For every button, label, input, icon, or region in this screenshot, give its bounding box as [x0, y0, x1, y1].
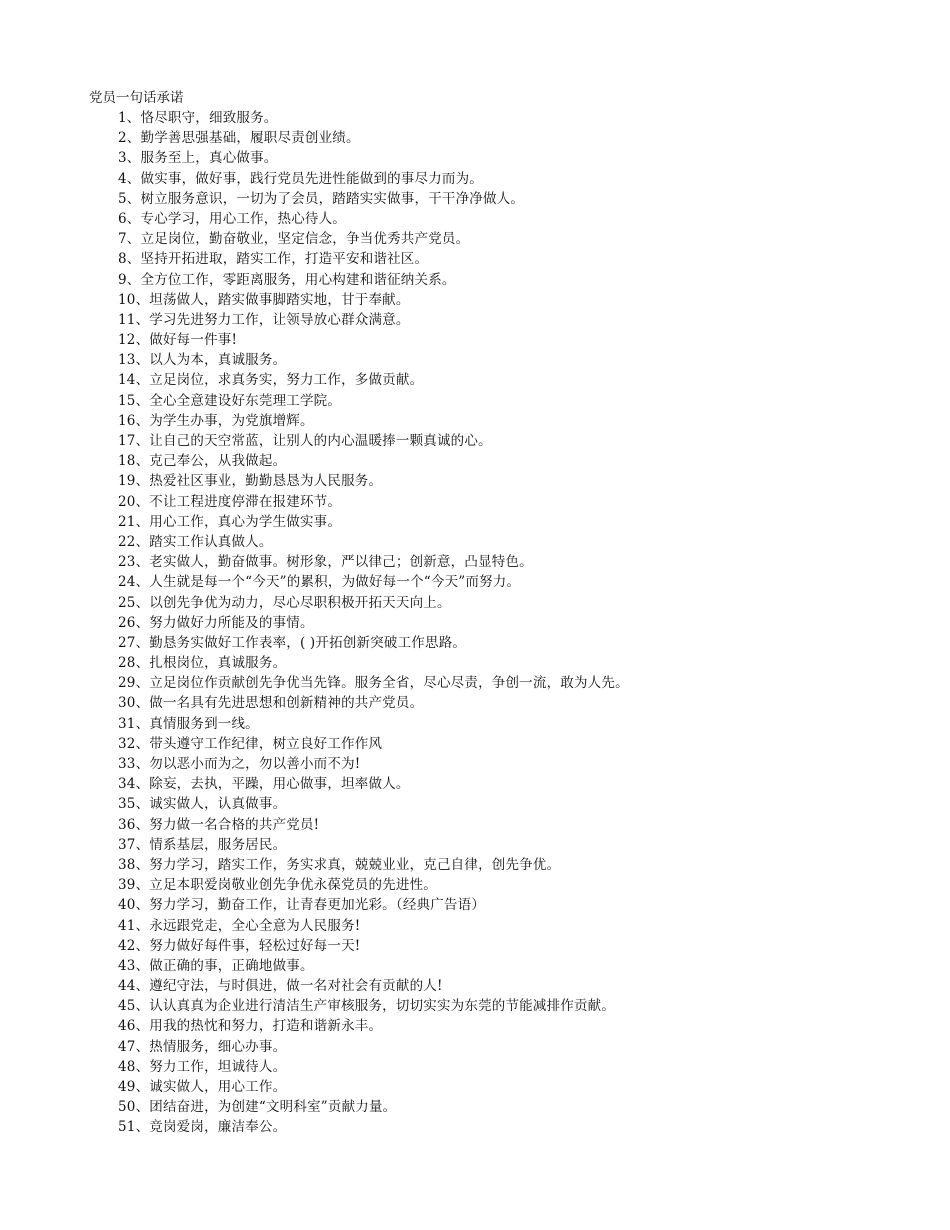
list-item: 41、永远跟党走，全心全意为人民服务! [118, 917, 361, 934]
list-item: 6、专心学习，用心工作，热心待人。 [118, 210, 346, 227]
list-item: 48、努力工作，坦诚待人。 [118, 1058, 287, 1075]
list-item: 43、做正确的事，正确地做事。 [118, 957, 314, 974]
list-item: 46、用我的热忱和努力，打造和谐新永丰。 [118, 1018, 383, 1035]
list-item: 21、用心工作，真心为学生做实事。 [118, 513, 342, 530]
list-item: 51、竞岗爱岗，廉洁奉公。 [118, 1119, 287, 1136]
commitment-list [118, 108, 629, 1138]
list-item: 17、让自己的天空常蓝，让别人的内心温暖捧一颗真诚的心。 [118, 433, 492, 449]
list-item: 7、立足岗位，勤奋敬业，坚定信念，争当优秀共产党员。 [118, 231, 470, 248]
list-item: 38、努力学习，踏实工作，务实求真，兢兢业业，克己自律，创先争优。 [118, 856, 561, 873]
list-item: 28、扎根岗位，真诚服务。 [118, 655, 287, 672]
list-item: 30、做一名具有先进思想和创新精神的共产党员。 [118, 695, 424, 712]
list-item: 22、踏实工作认真做人。 [118, 533, 273, 550]
list-item: 12、做好每一件事! [118, 332, 238, 349]
list-item: 47、热情服务，细心办事。 [118, 1038, 287, 1055]
list-item: 35、诚实做人，认真做事。 [118, 796, 287, 813]
list-item: 24、人生就是每一个“今天”的累积，为做好每一个“今天”而努力。 [118, 574, 521, 591]
list-item: 31、真情服务到一线。 [118, 715, 259, 732]
list-item: 44、遵纪守法，与时俱进，做一名对社会有贡献的人! [118, 978, 443, 995]
list-item: 9、全方位工作，零距离服务，用心构建和谐征纳关系。 [118, 271, 456, 288]
list-item: 13、以人为本，真诚服务。 [118, 352, 287, 369]
list-item: 16、为学生办事，为党旗增辉。 [118, 412, 314, 429]
list-item: 18、克己奉公，从我做起。 [118, 453, 287, 470]
list-item: 2、勤学善思强基础，履职尽责创业绩。 [118, 130, 360, 147]
list-item: 3、服务至上，真心做事。 [118, 150, 278, 167]
list-item: 34、除妄，去执，平躁，用心做事，坦率做人。 [118, 776, 410, 793]
list-item: 29、立足岗位作贡献创先争优当先锋。服务全省，尽心尽责，争创一流，敢为人先。 [118, 675, 629, 692]
list-item: 4、做实事，做好事，践行党员先进性能做到的事尽力而为。 [118, 170, 483, 187]
list-item: 10、坦荡做人，踏实做事脚踏实地，甘于奉献。 [118, 291, 410, 308]
list-item: 45、认认真真为企业进行清洁生产审核服务，切切实实为东莞的节能减排作贡献。 [118, 998, 616, 1015]
list-item: 15、全心全意建设好东莞理工学院。 [118, 392, 342, 409]
list-item: 42、努力做好每件事，轻松过好每一天! [118, 937, 361, 954]
list-item: 1、恪尽职守，细致服务。 [118, 110, 278, 126]
list-item: 19、热爱社区事业，勤勤恳恳为人民服务。 [118, 473, 383, 490]
list-item: 32、带头遵守工作纪律，树立良好工作作风 [118, 735, 383, 752]
list-item: 14、立足岗位，求真务实，努力工作，多做贡献。 [118, 372, 424, 389]
list-item: 36、努力做一名合格的共产党员! [118, 816, 320, 833]
list-item: 5、树立服务意识，一切为了会员，踏踏实实做事，干干净净做人。 [118, 190, 525, 207]
list-item: 23、老实做人，勤奋做事。树形象，严以律己；创新意，凸显特色。 [118, 554, 533, 571]
list-item: 26、努力做好力所能及的事情。 [118, 614, 314, 631]
list-item: 50、团结奋进，为创建“文明科室”贡献力量。 [118, 1099, 397, 1116]
list-item: 20、不让工程进度停滞在报建环节。 [118, 493, 342, 510]
list-item: 27、勤恳务实做好工作表率，( )开拓创新突破工作思路。 [118, 634, 467, 651]
list-item: 25、以创先争优为动力，尽心尽职积极开拓天天向上。 [118, 594, 451, 611]
list-item: 8、坚持开拓进取，踏实工作，打造平安和谐社区。 [118, 251, 429, 268]
list-item: 11、学习先进努力工作，让领导放心群众满意。 [118, 311, 410, 328]
list-item: 40、努力学习，勤奋工作，让青春更加光彩。（经典广告语） [118, 897, 486, 914]
list-item: 39、立足本职爱岗敬业创先争优永葆党员的先进性。 [118, 877, 437, 894]
list-item: 37、情系基层，服务居民。 [118, 836, 287, 853]
list-item: 33、勿以恶小而为之，勿以善小而不为! [118, 756, 361, 772]
document-title: 党员一句话承诺 [89, 90, 184, 106]
list-item: 49、诚实做人，用心工作。 [118, 1079, 287, 1095]
